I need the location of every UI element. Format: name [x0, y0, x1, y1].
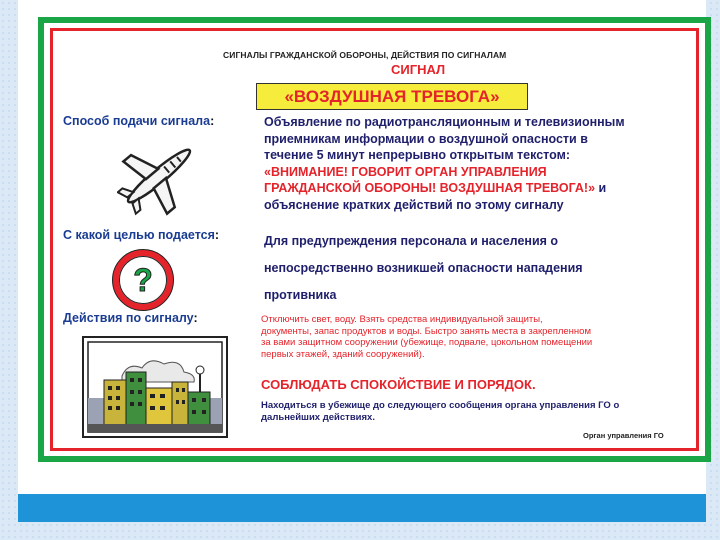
question-sign-icon — [109, 246, 177, 314]
city-icon — [82, 336, 228, 438]
actions-emphasis: СОБЛЮДАТЬ СПОКОЙСТВИЕ И ПОРЯДОК. — [261, 377, 536, 392]
signal-label: СИГНАЛ — [391, 62, 446, 77]
svg-text:?: ? — [133, 262, 153, 298]
actions-shelter-text: Находиться в убежище до следующего сообщения органа управления ГО о дальнейших действиях. — [261, 400, 620, 423]
slide-footer-bar — [18, 494, 706, 522]
section-method-text: Объявление по радиотрансляционным и телевизионным приемникам информации о воздушной опасности в течение 5 минут непрерывно открытым текстом: «ВНИМАНИЕ! ГОВОРИТ ОРГАН УПРАВЛЕНИЯ ГРАЖДАНСКОЙ ОБОРОНЫ! ВОЗДУШНАЯ ТРЕВОГА!» и объяснение кратких действий по этому сигналу — [264, 115, 625, 212]
poster-frame — [38, 17, 711, 462]
signature: Орган управления ГО — [583, 431, 664, 440]
section-label-actions: Действия по сигналу: — [63, 311, 198, 325]
airplane-icon — [117, 134, 201, 218]
signal-title: «ВОЗДУШНАЯ ТРЕВОГА» — [256, 83, 528, 110]
section-purpose-text: Для предупреждения персонала и населения о непосредственно возникшей опасности нападения противника — [264, 234, 583, 302]
poster-header: СИГНАЛЫ ГРАЖДАНСКОЙ ОБОРОНЫ, ДЕЙСТВИЯ ПО СИГНАЛАМ — [223, 50, 507, 60]
section-label-method: Способ подачи сигнала: — [63, 114, 215, 128]
section-label-purpose: С какой целью подается: — [63, 228, 220, 242]
poster-inner-frame — [50, 28, 699, 451]
section-actions-text: Отключить свет, воду. Взять средства индивидуальной защиты, документы, запас продуктов и воды. Быстро занять места в закрепленном за вами защитном сооружении (убежище, подвале, цокольном помещении первых этажей, зданий сооружений). — [261, 314, 593, 360]
slide — [18, 0, 706, 496]
